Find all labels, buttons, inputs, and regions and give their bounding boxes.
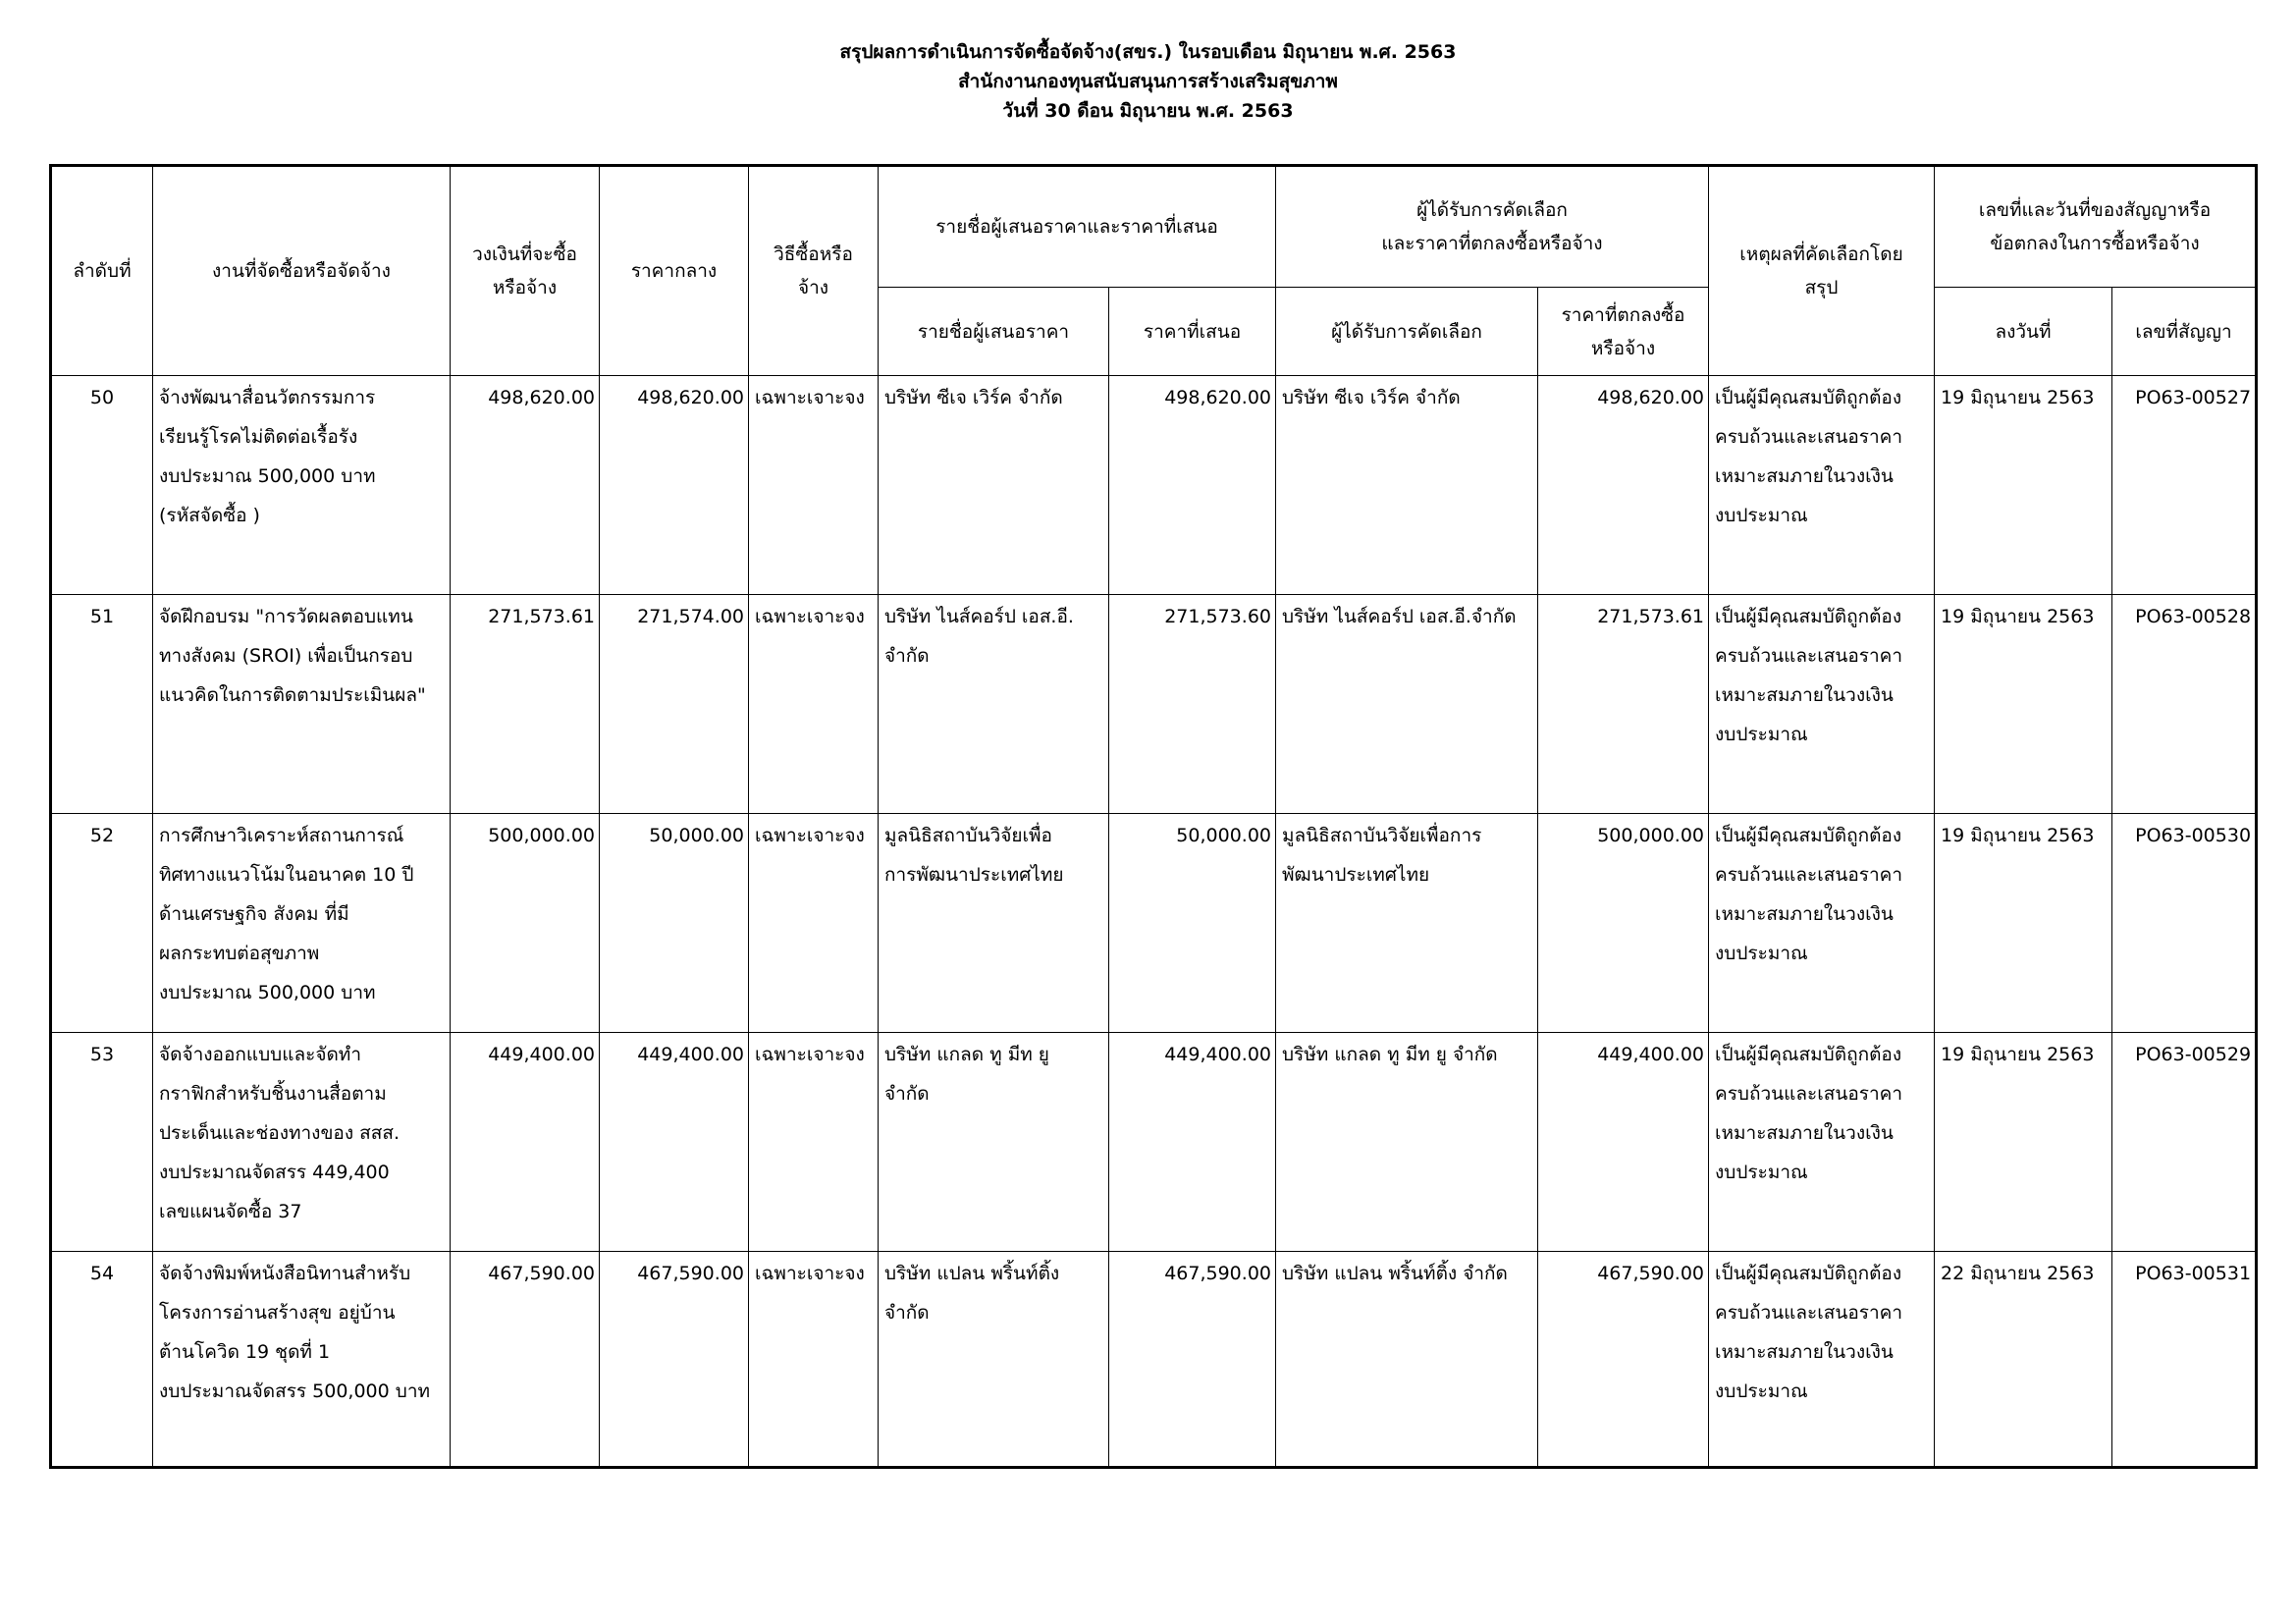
procurement-table	[49, 164, 2258, 1469]
col-header-reason: เหตุผลที่คัดเลือกโดย สรุป	[1709, 166, 1935, 376]
col-header-bid-price: ราคาที่เสนอ	[1109, 288, 1276, 376]
cell-no: 50	[51, 376, 153, 595]
cell-no: 53	[51, 1033, 153, 1252]
cell-median: 271,574.00	[600, 595, 749, 814]
cell-no: 51	[51, 595, 153, 814]
report-date: วันที่ 30 ดือน มิถุนายน พ.ศ. 2563	[1002, 100, 1294, 122]
cell-bidder: บริษัท ซีเจ เวิร์ค จำกัด	[879, 376, 1109, 595]
cell-method: เฉพาะเจาะจง	[749, 1252, 879, 1468]
cell-budget: 500,000.00	[451, 814, 600, 1033]
cell-median: 50,000.00	[600, 814, 749, 1033]
cell-contract: PO63-00531	[2112, 1252, 2257, 1468]
cell-agreed: 449,400.00	[1538, 1033, 1709, 1252]
cell-agreed: 467,590.00	[1538, 1252, 1709, 1468]
col-header-bidders-group: รายชื่อผู้เสนอราคาและราคาที่เสนอ	[879, 166, 1276, 288]
col-header-no: ลำดับที่	[51, 166, 153, 376]
cell-selected: บริษัท แกลด ทู มีท ยู จำกัด	[1276, 1033, 1538, 1252]
cell-no: 52	[51, 814, 153, 1033]
cell-selected: มูลนิธิสถาบันวิจัยเพื่อการ พัฒนาประเทศไทย	[1276, 814, 1538, 1033]
cell-method: เฉพาะเจาะจง	[749, 376, 879, 595]
cell-bid-price: 50,000.00	[1109, 814, 1276, 1033]
col-header-bidder-name: รายชื่อผู้เสนอราคา	[879, 288, 1109, 376]
cell-no: 54	[51, 1252, 153, 1468]
cell-date: 19 มิถุนายน 2563	[1935, 1033, 2112, 1252]
report-title: สรุปผลการดำเนินการจัดซื้อจัดจ้าง(สขร.) ในรอบเดือน มิถุนายน พ.ศ. 2563	[839, 41, 1457, 63]
cell-reason: เป็นผู้มีคุณสมบัติถูกต้อง ครบถ้วนและเสนอราคา เหมาะสมภายในวงเงิน งบประมาณ	[1709, 595, 1935, 814]
table-header	[51, 166, 2257, 376]
cell-median: 498,620.00	[600, 376, 749, 595]
cell-bidder: บริษัท แกลด ทู มีท ยู จำกัด	[879, 1033, 1109, 1252]
cell-work: จัดจ้างออกแบบและจัดทำ กราฟิกสำหรับชิ้นงานสื่อตาม ประเด็นและช่องทางของ สสส. งบประมาณจัดสรร 449,400 เลขแผนจัดซื้อ 37	[153, 1033, 451, 1252]
cell-reason: เป็นผู้มีคุณสมบัติถูกต้อง ครบถ้วนและเสนอราคา เหมาะสมภายในวงเงิน งบประมาณ	[1709, 1252, 1935, 1468]
table-row	[51, 814, 2257, 1033]
table-row	[51, 595, 2257, 814]
cell-contract: PO63-00529	[2112, 1033, 2257, 1252]
cell-date: 19 มิถุนายน 2563	[1935, 814, 2112, 1033]
cell-contract: PO63-00530	[2112, 814, 2257, 1033]
col-header-date: ลงวันที่	[1935, 288, 2112, 376]
cell-method: เฉพาะเจาะจง	[749, 1033, 879, 1252]
cell-median: 449,400.00	[600, 1033, 749, 1252]
table-body	[51, 376, 2257, 1468]
cell-agreed: 498,620.00	[1538, 376, 1709, 595]
cell-method: เฉพาะเจาะจง	[749, 814, 879, 1033]
cell-contract: PO63-00527	[2112, 376, 2257, 595]
col-header-budget: วงเงินที่จะซื้อ หรือจ้าง	[451, 166, 600, 376]
col-header-selected-name: ผู้ได้รับการคัดเลือก	[1276, 288, 1538, 376]
cell-budget: 449,400.00	[451, 1033, 600, 1252]
cell-contract: PO63-00528	[2112, 595, 2257, 814]
cell-budget: 467,590.00	[451, 1252, 600, 1468]
col-header-contract-group: เลขที่และวันที่ของสัญญาหรือ ข้อตกลงในการซื้อหรือจ้าง	[1935, 166, 2257, 288]
cell-bid-price: 467,590.00	[1109, 1252, 1276, 1468]
cell-bid-price: 449,400.00	[1109, 1033, 1276, 1252]
cell-bidder: บริษัท ไนส์คอร์ป เอส.อี. จำกัด	[879, 595, 1109, 814]
col-header-method: วิธีซื้อหรือ จ้าง	[749, 166, 879, 376]
table-row	[51, 1252, 2257, 1468]
cell-selected: บริษัท แปลน พริ้นท์ติ้ง จำกัด	[1276, 1252, 1538, 1468]
cell-date: 19 มิถุนายน 2563	[1935, 595, 2112, 814]
table-row	[51, 1033, 2257, 1252]
col-header-contract-no: เลขที่สัญญา	[2112, 288, 2257, 376]
cell-agreed: 500,000.00	[1538, 814, 1709, 1033]
cell-bidder: มูลนิธิสถาบันวิจัยเพื่อ การพัฒนาประเทศไทย	[879, 814, 1109, 1033]
cell-date: 19 มิถุนายน 2563	[1935, 376, 2112, 595]
agency-name: สำนักงานกองทุนสนับสนุนการสร้างเสริมสุขภาพ	[958, 71, 1338, 92]
cell-method: เฉพาะเจาะจง	[749, 595, 879, 814]
col-header-agreed-price: ราคาที่ตกลงซื้อ หรือจ้าง	[1538, 288, 1709, 376]
cell-work: จ้างพัฒนาสื่อนวัตกรรมการ เรียนรู้โรคไม่ติดต่อเรื้อรัง งบประมาณ 500,000 บาท (รหัสจัดซื้อ )	[153, 376, 451, 595]
cell-bid-price: 271,573.60	[1109, 595, 1276, 814]
cell-bid-price: 498,620.00	[1109, 376, 1276, 595]
col-header-selected-group: ผู้ได้รับการคัดเลือก และราคาที่ตกลงซื้อหรือจ้าง	[1276, 166, 1709, 288]
cell-median: 467,590.00	[600, 1252, 749, 1468]
cell-reason: เป็นผู้มีคุณสมบัติถูกต้อง ครบถ้วนและเสนอราคา เหมาะสมภายในวงเงิน งบประมาณ	[1709, 1033, 1935, 1252]
cell-selected: บริษัท ไนส์คอร์ป เอส.อี.จำกัด	[1276, 595, 1538, 814]
cell-budget: 271,573.61	[451, 595, 600, 814]
cell-work: จัดจ้างพิมพ์หนังสือนิทานสำหรับ โครงการอ่านสร้างสุข อยู่บ้าน ต้านโควิด 19 ชุดที่ 1 งบประมาณจัดสรร 500,000 บาท	[153, 1252, 451, 1468]
cell-selected: บริษัท ซีเจ เวิร์ค จำกัด	[1276, 376, 1538, 595]
cell-agreed: 271,573.61	[1538, 595, 1709, 814]
document-header	[0, 37, 2296, 126]
col-header-work: งานที่จัดซื้อหรือจัดจ้าง	[153, 166, 451, 376]
col-header-median: ราคากลาง	[600, 166, 749, 376]
cell-date: 22 มิถุนายน 2563	[1935, 1252, 2112, 1468]
table-row	[51, 376, 2257, 595]
cell-bidder: บริษัท แปลน พริ้นท์ติ้ง จำกัด	[879, 1252, 1109, 1468]
cell-work: จัดฝึกอบรม "การวัดผลตอบแทน ทางสังคม (SROI) เพื่อเป็นกรอบ แนวคิดในการติดตามประเมินผล"	[153, 595, 451, 814]
cell-reason: เป็นผู้มีคุณสมบัติถูกต้อง ครบถ้วนและเสนอราคา เหมาะสมภายในวงเงิน งบประมาณ	[1709, 814, 1935, 1033]
cell-budget: 498,620.00	[451, 376, 600, 595]
cell-reason: เป็นผู้มีคุณสมบัติถูกต้อง ครบถ้วนและเสนอราคา เหมาะสมภายในวงเงิน งบประมาณ	[1709, 376, 1935, 595]
cell-work: การศึกษาวิเคราะห์สถานการณ์ ทิศทางแนวโน้มในอนาคต 10 ปี ด้านเศรษฐกิจ สังคม ที่มี ผลกระทบต่อสุขภาพ งบประมาณ 500,000 บาท	[153, 814, 451, 1033]
